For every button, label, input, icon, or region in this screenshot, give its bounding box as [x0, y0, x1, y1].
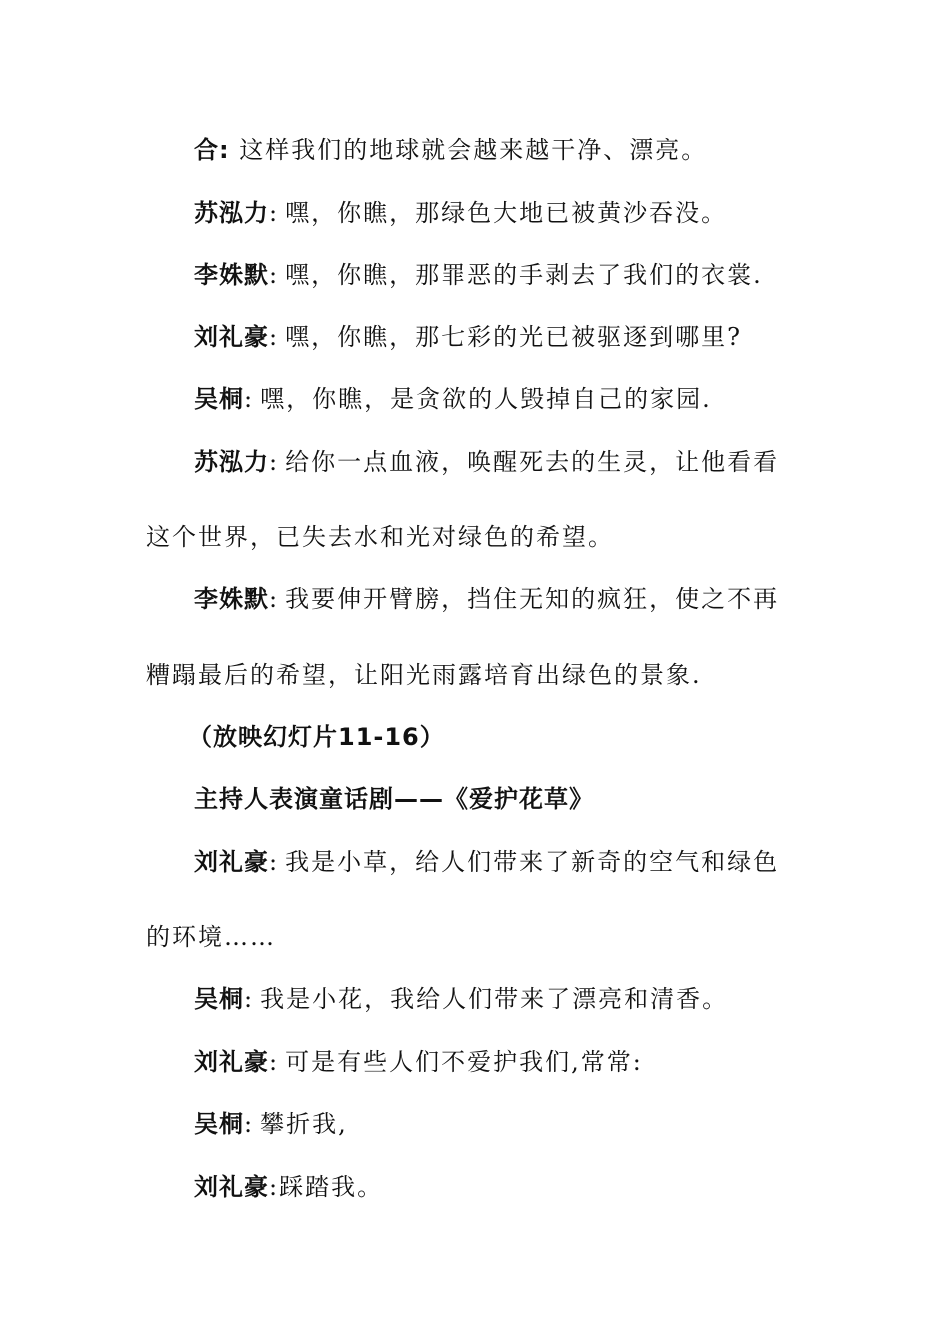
line-text: 嘿，你瞧，那绿色大地已被黄沙吞没。: [285, 199, 728, 227]
stage-direction-text: （放映幻灯片11-16）: [188, 723, 445, 751]
speaker-separator: :: [244, 385, 253, 413]
script-line: [194, 196, 790, 230]
speaker-separator: :: [244, 1110, 253, 1138]
script-line: [194, 320, 790, 354]
line-text: 我要伸开臂膀，挡住无知的疯狂，使之不再: [285, 585, 780, 613]
speaker-separator: :: [269, 1048, 278, 1076]
script-line-continuation: [146, 658, 790, 692]
speaker-separator: :: [269, 261, 278, 289]
speaker-label: 吴桐: [194, 385, 244, 413]
script-line: [194, 1107, 790, 1141]
speaker-label: 刘礼豪: [194, 323, 269, 351]
stage-direction: [188, 720, 790, 754]
speaker-label: 刘礼豪: [194, 1173, 269, 1201]
speaker-label: 苏泓力: [194, 199, 269, 227]
script-line: [194, 845, 790, 879]
line-text: 这个世界，已失去水和光对绿色的希望。: [146, 523, 614, 551]
section-heading-text: 主持人表演童话剧——《爱护花草》: [194, 785, 594, 813]
speaker-separator: :: [244, 985, 253, 1013]
speaker-label: 苏泓力: [194, 448, 269, 476]
speaker-separator: :: [269, 448, 278, 476]
line-text: 嘿，你瞧，是贪欲的人毁掉自己的家园.: [260, 385, 712, 413]
script-line: [194, 382, 790, 416]
script-line: [194, 258, 790, 292]
speaker-label: 李姝默: [194, 585, 269, 613]
line-text: 糟蹋最后的希望，让阳光雨露培育出绿色的景象.: [146, 661, 702, 689]
line-text: 的环境……: [146, 923, 276, 951]
script-line: [194, 1170, 790, 1204]
script-line: [194, 582, 790, 616]
speaker-label: 李姝默: [194, 261, 269, 289]
speaker-separator: :: [269, 585, 278, 613]
script-line-continuation: [146, 920, 790, 954]
line-text: 嘿，你瞧，那罪恶的手剥去了我们的衣裳.: [285, 261, 763, 289]
speaker-label: 吴桐: [194, 1110, 244, 1138]
speaker-label: 合:: [194, 136, 230, 164]
line-text: 踩踏我。: [279, 1173, 384, 1201]
line-text: 攀折我,: [260, 1110, 348, 1138]
script-line: [194, 1045, 790, 1079]
script-line: [194, 445, 790, 479]
speaker-separator: :: [269, 848, 278, 876]
speaker-separator: :: [269, 323, 278, 351]
line-text: 我是小草，给人们带来了新奇的空气和绿色: [285, 848, 780, 876]
line-text: 可是有些人们不爱护我们,常常:: [285, 1048, 643, 1076]
speaker-separator: :: [269, 1173, 280, 1201]
line-text: 嘿，你瞧，那七彩的光已被驱逐到哪里?: [285, 323, 742, 351]
line-text: 给你一点血液，唤醒死去的生灵，让他看看: [285, 448, 780, 476]
speaker-separator: :: [269, 199, 278, 227]
speaker-label: 刘礼豪: [194, 1048, 269, 1076]
line-text: 我是小花，我给人们带来了漂亮和清香。: [260, 985, 729, 1013]
speaker-label: 吴桐: [194, 985, 244, 1013]
section-heading: [194, 782, 790, 816]
speaker-label: 刘礼豪: [194, 848, 269, 876]
script-line-continuation: [146, 520, 790, 554]
script-line: [194, 133, 790, 167]
script-line: [194, 982, 790, 1016]
line-text: 这样我们的地球就会越来越干净、漂亮。: [239, 136, 708, 164]
